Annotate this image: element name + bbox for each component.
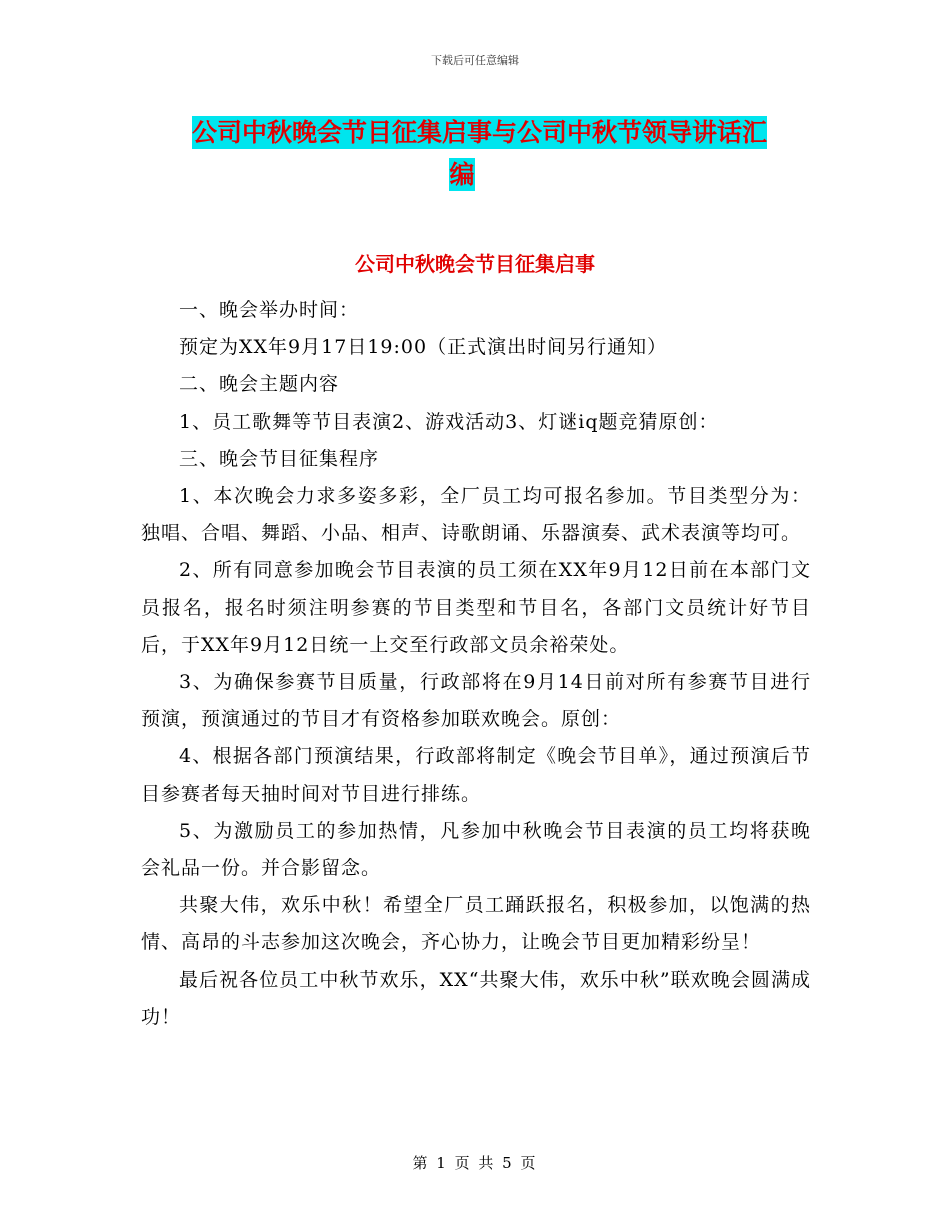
paragraph: 4、根据各部门预演结果，行政部将制定《晚会节目单》，通过预演后节目参赛者每天抽时间对节目进行排练。 <box>141 745 811 805</box>
paragraph: 1、本次晚会力求多姿多彩，全厂员工均可报名参加。节目类型分为：独唱、合唱、舞蹈、小品、相声、诗歌朗诵、乐器演奏、武术表演等均可。 <box>141 485 811 545</box>
section-title: 公司中秋晚会节目征集启事 <box>355 252 595 276</box>
paragraph: 5、为激励员工的参加热情，凡参加中秋晚会节目表演的员工均将获晚会礼品一份。并合影留念。 <box>141 819 811 880</box>
paragraph: 三、晚会节目征集程序 <box>179 447 380 470</box>
document-body <box>141 292 811 1036</box>
paragraph: 最后祝各位员工中秋节欢乐，XX“共聚大伟，欢乐中秋”联欢晚会圆满成功！ <box>141 968 811 1028</box>
paragraph: 2、所有同意参加晚会节目表演的员工须在XX年9月12日前在本部门文员报名，报名时须注明参赛的节目类型和节目名，各部门文员统计好节目后，于XX年9月12日统一上交至行政部文员余裕荣处。 <box>141 559 811 656</box>
document-title <box>192 112 812 196</box>
paragraph: 预定为XX年9月17日19:00（正式演出时间另行通知） <box>179 336 668 359</box>
paragraph: 1、员工歌舞等节目表演2、游戏活动3、灯谜iq题竞猜原创： <box>179 410 719 433</box>
page-footer: 第 1 页 共 5 页 <box>412 1154 538 1172</box>
paragraph: 共聚大伟，欢乐中秋！希望全厂员工踊跃报名，积极参加，以饱满的热情、高昂的斗志参加这次晚会，齐心协力，让晚会节目更加精彩纷呈！ <box>141 894 811 954</box>
paragraph: 3、为确保参赛节目质量，行政部将在9月14日前对所有参赛节目进行预演，预演通过的节目才有资格参加联欢晚会。原创： <box>141 671 811 731</box>
document-title-line-2: 编 <box>449 160 475 189</box>
paragraph: 一、晚会举办时间： <box>179 299 360 321</box>
header-note: 下载后可任意编辑 <box>431 54 519 67</box>
document-title-line-1: 公司中秋晚会节目征集启事与公司中秋节领导讲话汇 <box>192 118 768 147</box>
paragraph: 二、晚会主题内容 <box>179 373 340 396</box>
